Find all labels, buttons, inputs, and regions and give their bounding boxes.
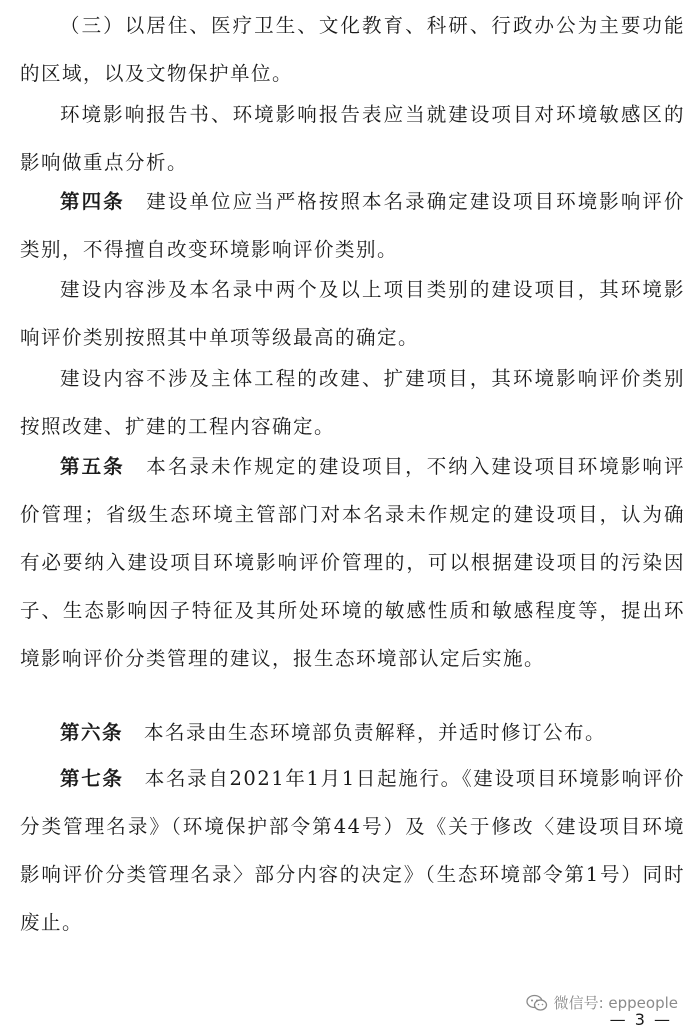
article-number: 第四条	[60, 190, 125, 213]
paragraph	[20, 755, 685, 947]
page-number: — 3 —	[609, 1010, 672, 1029]
wechat-icon	[526, 994, 548, 1012]
paragraph	[20, 709, 685, 757]
paragraph	[20, 266, 685, 362]
article-number: 第六条	[60, 721, 124, 744]
paragraph-text: 本名录自2021年1月1日起施行。《建设项目环境影响评价分类管理名录》（环境保护部令第44号）及《关于修改〈建设项目环境影响评价分类管理名录〉部分内容的决定》（生态环境部令第1号）同时废止。	[20, 767, 685, 934]
paragraph-text: 建设内容不涉及主体工程的改建、扩建项目，其环境影响评价类别按照改建、扩建的工程内容确定。	[20, 367, 685, 438]
paragraph	[20, 2, 685, 98]
paragraph-text: 环境影响报告书、环境影响报告表应当就建设项目对环境敏感区的影响做重点分析。	[20, 103, 685, 174]
article-number: 第七条	[60, 767, 124, 790]
paragraph-text: 本名录由生态环境部负责解释，并适时修订公布。	[123, 721, 607, 744]
paragraph	[20, 91, 685, 187]
paragraph	[20, 178, 685, 274]
article-number: 第五条	[60, 455, 125, 478]
paragraph	[20, 355, 685, 451]
paragraph-text: 建设单位应当严格按照本名录确定建设项目环境影响评价类别，不得擅自改变环境影响评价类别。	[20, 190, 685, 261]
paragraph-text: 建设内容涉及本名录中两个及以上项目类别的建设项目，其环境影响评价类别按照其中单项等级最高的确定。	[20, 278, 685, 349]
paragraph-text: （三）以居住、医疗卫生、文化教育、科研、行政办公为主要功能的区域，以及文物保护单位。	[20, 14, 685, 85]
watermark-text: 微信号: eppeople	[553, 994, 678, 1012]
paragraph-text: 本名录未作规定的建设项目，不纳入建设项目环境影响评价管理；省级生态环境主管部门对本名录未作规定的建设项目，认为确有必要纳入建设项目环境影响评价管理的，可以根据建设项目的污染因子、生态影响因子特征及其所处环境的敏感性质和敏感程度等，提出环境影响评价分类管理的建议，报生态环境部认定后实施。	[20, 455, 685, 670]
paragraph	[20, 443, 685, 683]
